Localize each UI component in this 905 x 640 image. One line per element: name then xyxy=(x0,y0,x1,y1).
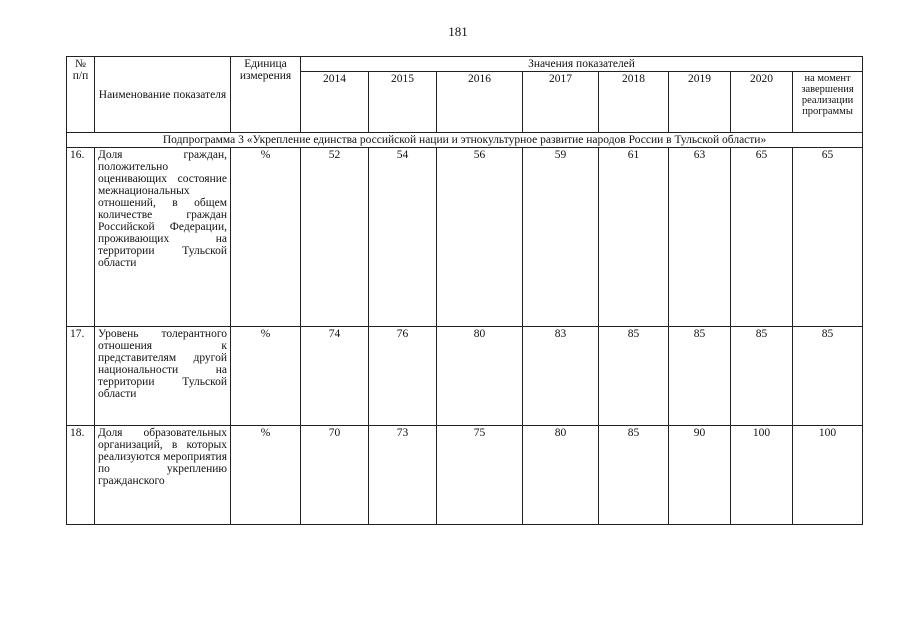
row-num: 18. xyxy=(67,426,95,525)
row-value: 70 xyxy=(301,426,369,525)
table-row xyxy=(67,148,863,327)
row-value: 85 xyxy=(599,426,669,525)
row-value: 56 xyxy=(437,148,523,327)
section-row xyxy=(67,133,863,148)
row-value: 90 xyxy=(669,426,731,525)
header-year: 2015 xyxy=(369,72,437,133)
row-final: 65 xyxy=(793,148,863,327)
page-number: 181 xyxy=(448,24,468,39)
indicators-table xyxy=(66,56,863,525)
header-year: 2018 xyxy=(599,72,669,133)
row-value: 100 xyxy=(731,426,793,525)
row-name: Уровень толерантного отношения к представителям другой национальности на территории Тульской области xyxy=(95,327,231,426)
header-year: 2019 xyxy=(669,72,731,133)
header-unit: Единица измерения xyxy=(231,57,301,133)
header-year: 2016 xyxy=(437,72,523,133)
row-final: 100 xyxy=(793,426,863,525)
row-value: 85 xyxy=(669,327,731,426)
row-value: 73 xyxy=(369,426,437,525)
header-year: 2014 xyxy=(301,72,369,133)
header-final: на момент завершения реализации программы xyxy=(793,72,863,133)
row-unit: % xyxy=(231,426,301,525)
row-value: 80 xyxy=(523,426,599,525)
row-name: Доля граждан, положительно оценивающих состояние межнациональных отношений, в общем количестве граждан Российской Федерации, проживающих на территории Тульской области xyxy=(95,148,231,327)
header-num: № п/п xyxy=(67,57,95,133)
row-value: 75 xyxy=(437,426,523,525)
row-value: 63 xyxy=(669,148,731,327)
section-title: Подпрограмма 3 «Укрепление единства российской нации и этнокультурное развитие народов России в Тульской области» xyxy=(67,133,863,148)
row-value: 80 xyxy=(437,327,523,426)
header-year: 2017 xyxy=(523,72,599,133)
row-value: 74 xyxy=(301,327,369,426)
row-final: 85 xyxy=(793,327,863,426)
table-row xyxy=(67,426,863,525)
header-values-group: Значения показателей xyxy=(301,57,863,72)
row-num: 17. xyxy=(67,327,95,426)
row-value: 59 xyxy=(523,148,599,327)
row-value: 85 xyxy=(731,327,793,426)
row-value: 65 xyxy=(731,148,793,327)
row-name: Доля образовательных организаций, в которых реализуются мероприятия по укреплению гражданского xyxy=(95,426,231,525)
row-value: 85 xyxy=(599,327,669,426)
table-header-row xyxy=(67,57,863,72)
row-num: 16. xyxy=(67,148,95,327)
table-row xyxy=(67,327,863,426)
row-value: 76 xyxy=(369,327,437,426)
row-value: 52 xyxy=(301,148,369,327)
header-name: Наименование показателя xyxy=(95,57,231,133)
header-year: 2020 xyxy=(731,72,793,133)
row-unit: % xyxy=(231,148,301,327)
row-value: 54 xyxy=(369,148,437,327)
row-unit: % xyxy=(231,327,301,426)
row-value: 83 xyxy=(523,327,599,426)
row-value: 61 xyxy=(599,148,669,327)
